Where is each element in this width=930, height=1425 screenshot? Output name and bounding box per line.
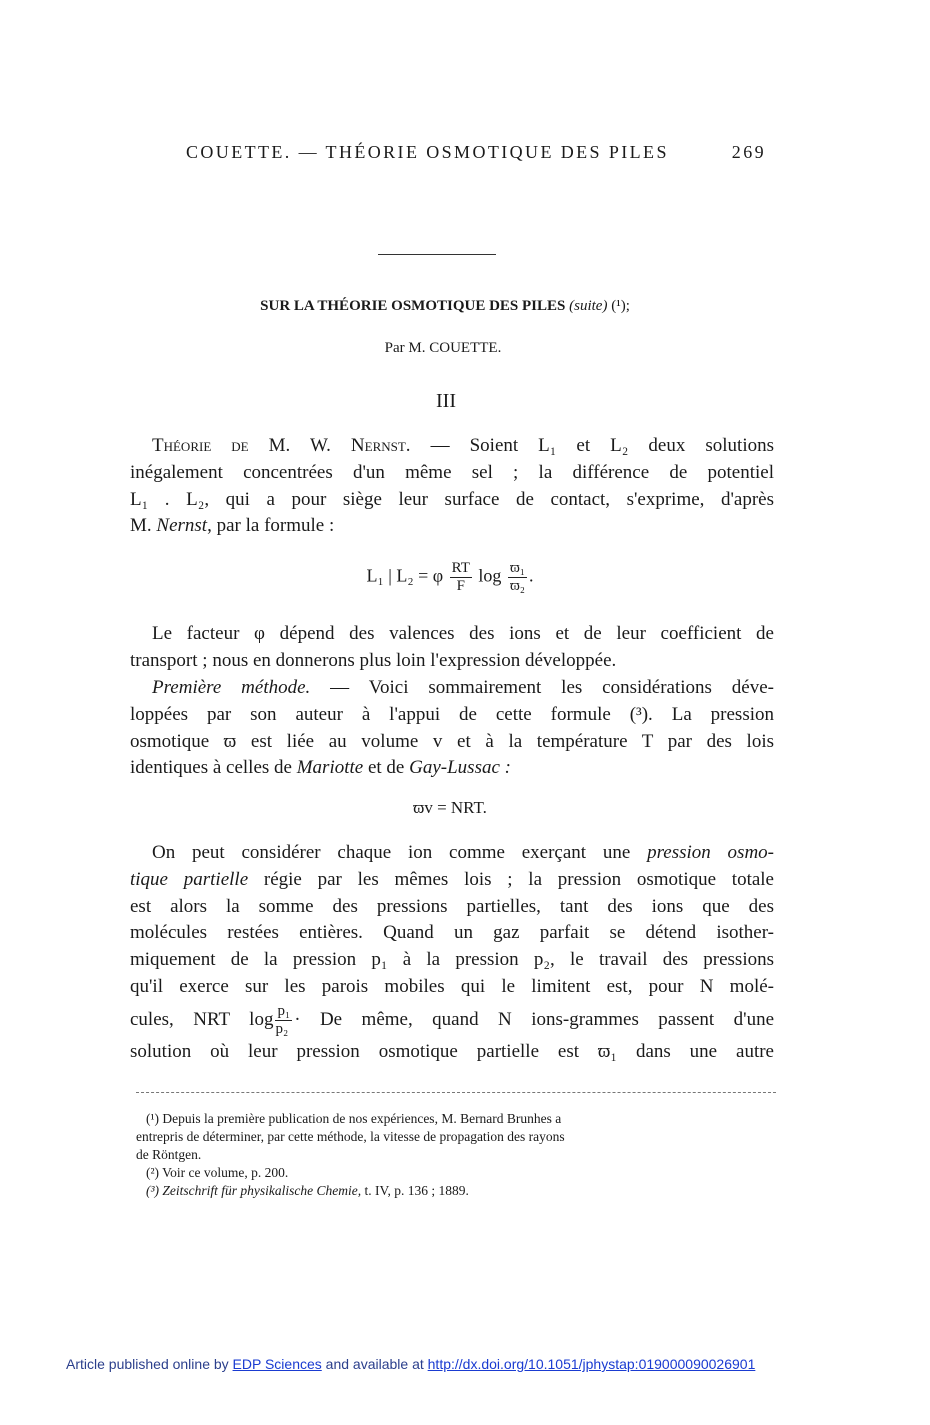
p3-line-1	[130, 675, 774, 702]
section-number: III	[436, 390, 456, 412]
byline: Par M. COUETTE.	[384, 340, 502, 356]
formula1-fraction	[450, 560, 472, 595]
formula1-left: L₁ | L₂ = φ	[366, 565, 444, 586]
p4-term-2: tique partielle	[130, 868, 249, 890]
p4-line-6: qu'il exerce sur les parois mobiles qui le limitent est, pour N molé-	[130, 975, 774, 997]
publisher-link[interactable]: EDP Sciences	[232, 1356, 322, 1372]
p1-line-1-text: — Soient L₁ et L₂ deux solutions	[410, 435, 774, 456]
p4-line-2b: régie par les mêmes lois ; la pression osmotique totale	[248, 868, 774, 890]
formula1-log-num: ϖ₁	[509, 560, 526, 576]
footnote-rule	[136, 1092, 776, 1093]
running-title: COUETTE. — THÉORIE OSMOTIQUE DES PILES	[186, 142, 669, 162]
p4-line-4: molécules restées entières. Quand un gaz parfait se détend isother-	[130, 922, 774, 944]
footnote-1-line-3: de Röntgen.	[136, 1147, 202, 1162]
p1-line-1	[130, 433, 774, 460]
p3-heading: Première méthode.	[152, 677, 311, 698]
p2-line-1: Le facteur φ dépend des valences des ions et de leur coefficient de	[152, 623, 774, 644]
formula-nernst: L₁ | L₂ = φ $\frac{RT}{F}$ log $\frac{\text{ϖ₁}}{\text{ϖ₂}}$ .	[366, 560, 534, 594]
p3-line-4a: identiques à celles de	[130, 757, 297, 779]
p4-fraction	[275, 1003, 292, 1038]
author-name-mariotte: Mariotte	[296, 757, 364, 779]
running-head	[186, 142, 766, 163]
footnote-3-rest: t. IV, p. 136 ; 1889.	[361, 1183, 469, 1198]
p4-line-2	[130, 867, 774, 894]
footnote-2: (²) Voir ce volume, p. 200.	[146, 1165, 289, 1180]
footnote-1-line-2: entrepris de déterminer, par cette méthode, la vitesse de propagation des rayons	[136, 1129, 565, 1144]
p4-line-1	[130, 840, 774, 867]
formula1-frac-num: RT	[451, 560, 470, 576]
p1-lead: Théorie de M. W. Nernst.	[152, 435, 411, 456]
article-title-text: SUR LA THÉORIE OSMOTIQUE DES PILES	[260, 298, 566, 314]
p1-line-4a: M.	[130, 515, 157, 537]
author-name-nernst: Nernst	[156, 515, 208, 537]
p1-line-4	[130, 513, 774, 540]
p1-line-3: L₁ . L₂, qui a pour siège leur surface de contact, s'exprime, d'après	[130, 488, 774, 510]
formula-gas-law: ϖv = NRT.	[413, 798, 487, 817]
banner-prefix: Article published online by	[66, 1356, 233, 1372]
p3-line-4	[130, 755, 774, 782]
p3-line-1-text: — Voici sommairement les considérations déve-	[310, 677, 774, 698]
p1-line-4b: , par la formule :	[207, 515, 335, 537]
p4-line-7a: cules, NRT log	[130, 1008, 274, 1030]
p4-line-3: est alors la somme des pressions partielles, tant des ions que des	[130, 895, 774, 917]
p3-line-2: loppées par son auteur à l'appui de cette formule (³). La pression	[130, 703, 774, 725]
p4-term-1: pression osmo-	[647, 842, 774, 863]
page-number: 269	[731, 142, 766, 162]
formula1-log-fraction	[508, 560, 527, 595]
paragraph-1	[130, 433, 774, 540]
article-title	[0, 298, 890, 315]
footnote-3	[136, 1182, 778, 1200]
footnote-3-journal: (³) Zeitschrift für physikalische Chemie,	[146, 1183, 362, 1198]
p3-line-4b: et de	[363, 757, 410, 779]
p3-line-3: osmotique ϖ est liée au volume v et à la température T par des lois	[130, 730, 774, 752]
title-divider	[378, 254, 496, 255]
doi-link[interactable]: http://dx.doi.org/10.1051/jphystap:019000090026901	[427, 1356, 756, 1372]
article-title-note: (¹);	[611, 298, 630, 314]
formula1-log: log	[478, 565, 502, 586]
footnotes	[136, 1110, 778, 1200]
p1-line-2: inégalement concentrées d'un même sel ; la différence de potentiel	[130, 461, 774, 483]
article-title-suite: (suite)	[569, 298, 608, 314]
paragraph-2	[130, 621, 774, 675]
p4-frac-den: p₂	[275, 1020, 289, 1037]
formula1-frac-den: F	[456, 578, 465, 594]
author-name-gay-lussac: Gay-Lussac :	[409, 757, 511, 779]
publication-banner	[66, 1356, 866, 1372]
p2-line-2: transport ; nous en donnerons plus loin l'expression développée.	[130, 649, 617, 671]
p4-line-1a: On peut considérer chaque ion comme exerçant une	[152, 842, 648, 863]
formula1-log-den: ϖ₂	[509, 578, 526, 594]
p4-line-5: miquement de la pression p₁ à la pression p₂, le travail des pressions	[130, 949, 774, 971]
paragraph-4	[130, 840, 774, 1066]
p4-line-7b: · De même, quand N ions-grammes passent d'une	[294, 1008, 774, 1030]
footnote-1-line-1: (¹) Depuis la première publication de nos expériences, M. Bernard Brunhes a	[146, 1111, 562, 1126]
paragraph-3	[130, 675, 774, 782]
p4-line-8: solution où leur pression osmotique partielle est ϖ₁ dans une autre	[130, 1040, 774, 1062]
p4-frac-num: p₁	[277, 1002, 291, 1019]
banner-middle: and available at	[321, 1356, 428, 1372]
p4-line-7	[130, 1001, 774, 1039]
